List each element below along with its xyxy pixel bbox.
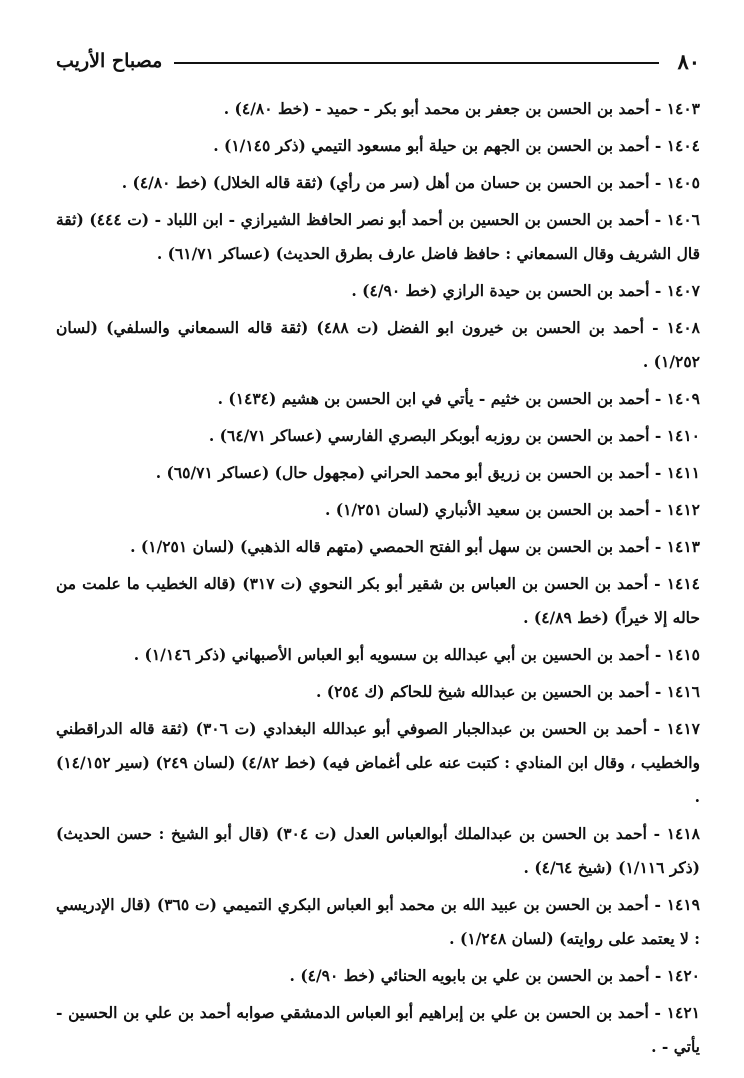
entry-text: أحمد بن الحسن بن العباس بن شقير أبو بكر النحوي (ت ٣١٧) (قاله الخطيب ما علمت من حاله إلا خيراً) (خط ٤/٨٩) . xyxy=(56,574,700,627)
entry-separator: - xyxy=(649,966,667,985)
entry-text: أحمد بن الحسن بن الجهم بن حيلة أبو مسعود التيمي (ذكر ١/١٤٥) . xyxy=(213,136,650,155)
entry-separator: - xyxy=(649,463,667,482)
entry-separator: - xyxy=(649,682,667,701)
entry-text: أحمد بن الحسن بن سعيد الأنباري (لسان ١/٢٥١) . xyxy=(324,500,650,519)
entry-number: ١٤٠٩ xyxy=(666,389,700,408)
entry-number: ١٤١٨ xyxy=(666,824,700,843)
list-item xyxy=(56,638,700,672)
entry-text: أحمد بن الحسن بن زريق أبو محمد الحراني (مجهول حال) (عساكر ٦٥/٧١) . xyxy=(155,463,650,482)
entry-separator: - xyxy=(649,136,667,155)
entry-separator: - xyxy=(648,1003,667,1022)
entry-text: أحمد بن الحسن بن عبيد الله بن محمد أبو العباس البكري التميمي (ت ٣٦٥) (قال الإدريسي : لا يعتمد على روايته) (لسان ١/٢٤٨) . xyxy=(56,895,700,948)
page-header xyxy=(56,44,700,78)
list-item xyxy=(56,959,700,993)
entry-separator: - xyxy=(646,824,667,843)
list-item xyxy=(56,166,700,200)
entry-text: أحمد بن الحسن بن حسان من أهل (سر من رأي) (ثقة قاله الخلال) (خط ٤/٨٠) . xyxy=(121,173,650,192)
list-item xyxy=(56,493,700,527)
entry-separator: - xyxy=(649,537,667,556)
entry-number: ١٤٢٠ xyxy=(666,966,700,985)
entry-number: ١٤٠٥ xyxy=(666,173,700,192)
entry-separator: - xyxy=(649,99,667,118)
entry-separator: - xyxy=(649,500,667,519)
list-item xyxy=(56,92,700,126)
entry-list xyxy=(56,92,700,1064)
entry-text: أحمد بن الحسن بن علي بن إبراهيم أبو العباس الدمشقي صوابه أحمد بن علي بن الحسين - يأتي - . xyxy=(56,1003,700,1056)
entry-number: ١٤١٧ xyxy=(666,719,700,738)
entry-separator: - xyxy=(648,895,667,914)
list-item xyxy=(56,311,700,379)
book-title: مصباح الأريب xyxy=(56,50,163,72)
list-item xyxy=(56,419,700,453)
list-item xyxy=(56,456,700,490)
entry-text: أحمد بن الحسن بن عبدالجبار الصوفي أبو عبدالله البغدادي (ت ٣٠٦) (ثقة قاله الدراقطني والخطيب ، وقال ابن المنادي : كتبت عنه على أغماض فيه) (خط ٤/٨٢) (لسان ٢٤٩) (سير ١٤/١٥٢) . xyxy=(56,719,700,806)
entry-number: ١٤١٥ xyxy=(666,645,700,664)
entry-text: أحمد بن الحسن بن روزبه أبوبكر البصري الفارسي (عساكر ٦٤/٧١) . xyxy=(208,426,650,445)
page-number: ٨٠ xyxy=(677,48,700,74)
entry-text: أحمد بن الحسن بن حيدة الرازي (خط ٤/٩٠) . xyxy=(351,281,650,300)
entry-separator: - xyxy=(649,210,667,229)
entry-number: ١٤١٤ xyxy=(666,574,700,593)
entry-separator: - xyxy=(643,318,667,337)
entry-number: ١٤١٢ xyxy=(666,500,700,519)
header-divider xyxy=(174,62,659,64)
entry-number: ١٤١٣ xyxy=(666,537,700,556)
entry-text: أحمد بن الحسن بن علي بن بابويه الحنائي (خط ٤/٩٠) . xyxy=(289,966,650,985)
list-item xyxy=(56,888,700,956)
entry-separator: - xyxy=(649,645,667,664)
entry-separator: - xyxy=(649,281,667,300)
entry-text: أحمد بن الحسين بن عبدالله شيخ للحاكم (ك ٢٥٤) . xyxy=(316,682,650,701)
entry-text: أحمد بن الحسين بن أبي عبدالله بن سسويه أبو العباس الأصبهاني (ذكر ١/١٤٦) . xyxy=(133,645,650,664)
entry-number: ١٤٢١ xyxy=(666,1003,700,1022)
entry-number: ١٤٠٣ xyxy=(666,99,700,118)
list-item xyxy=(56,203,700,271)
entry-number: ١٤٠٤ xyxy=(666,136,700,155)
entry-number: ١٤٠٨ xyxy=(666,318,700,337)
entry-text: أحمد بن الحسن بن الحسين بن أحمد أبو نصر الحافظ الشيرازي - ابن اللباد - (ت ٤٤٤) (ثقة قال الشريف وقال السمعاني : حافظ فاضل عارف بطرق الحديث) (عساكر ٦١/٧١) . xyxy=(56,210,700,263)
list-item xyxy=(56,274,700,308)
list-item xyxy=(56,817,700,885)
list-item xyxy=(56,712,700,814)
entry-number: ١٤١٩ xyxy=(666,895,700,914)
entry-text: أحمد بن الحسن بن خثيم - يأتي في ابن الحسن بن هشيم (١٤٣٤) . xyxy=(217,389,650,408)
entry-text: أحمد بن الحسن بن جعفر بن محمد أبو بكر - حميد - (خط ٤/٨٠) . xyxy=(223,99,650,118)
entry-text: أحمد بن الحسن بن عبدالملك أبوالعباس العدل (ت ٣٠٤) (قال أبو الشيخ : حسن الحديث) (ذكر ١/١١٦) (شيخ ٤/٦٤) . xyxy=(56,824,700,877)
entry-separator: - xyxy=(649,426,667,445)
entry-separator: - xyxy=(646,719,667,738)
list-item xyxy=(56,675,700,709)
entry-number: ١٤٠٧ xyxy=(666,281,700,300)
entry-number: ١٤١١ xyxy=(666,463,700,482)
entry-separator: - xyxy=(649,173,667,192)
entry-separator: - xyxy=(648,574,667,593)
list-item xyxy=(56,129,700,163)
entry-number: ١٤٠٦ xyxy=(666,210,701,229)
entry-number: ١٤١٦ xyxy=(666,682,700,701)
list-item xyxy=(56,996,700,1064)
entry-text: أحمد بن الحسن بن سهل أبو الفتح الحمصي (متهم قاله الذهبي) (لسان ١/٢٥١) . xyxy=(130,537,650,556)
entry-separator: - xyxy=(649,389,667,408)
entry-number: ١٤١٠ xyxy=(666,426,700,445)
list-item xyxy=(56,567,700,635)
list-item xyxy=(56,382,700,416)
entry-text: أحمد بن الحسن بن خيرون ابو الفضل (ت ٤٨٨) (ثقة قاله السمعاني والسلفي) (لسان ١/٢٥٢) . xyxy=(56,318,700,371)
list-item xyxy=(56,530,700,564)
